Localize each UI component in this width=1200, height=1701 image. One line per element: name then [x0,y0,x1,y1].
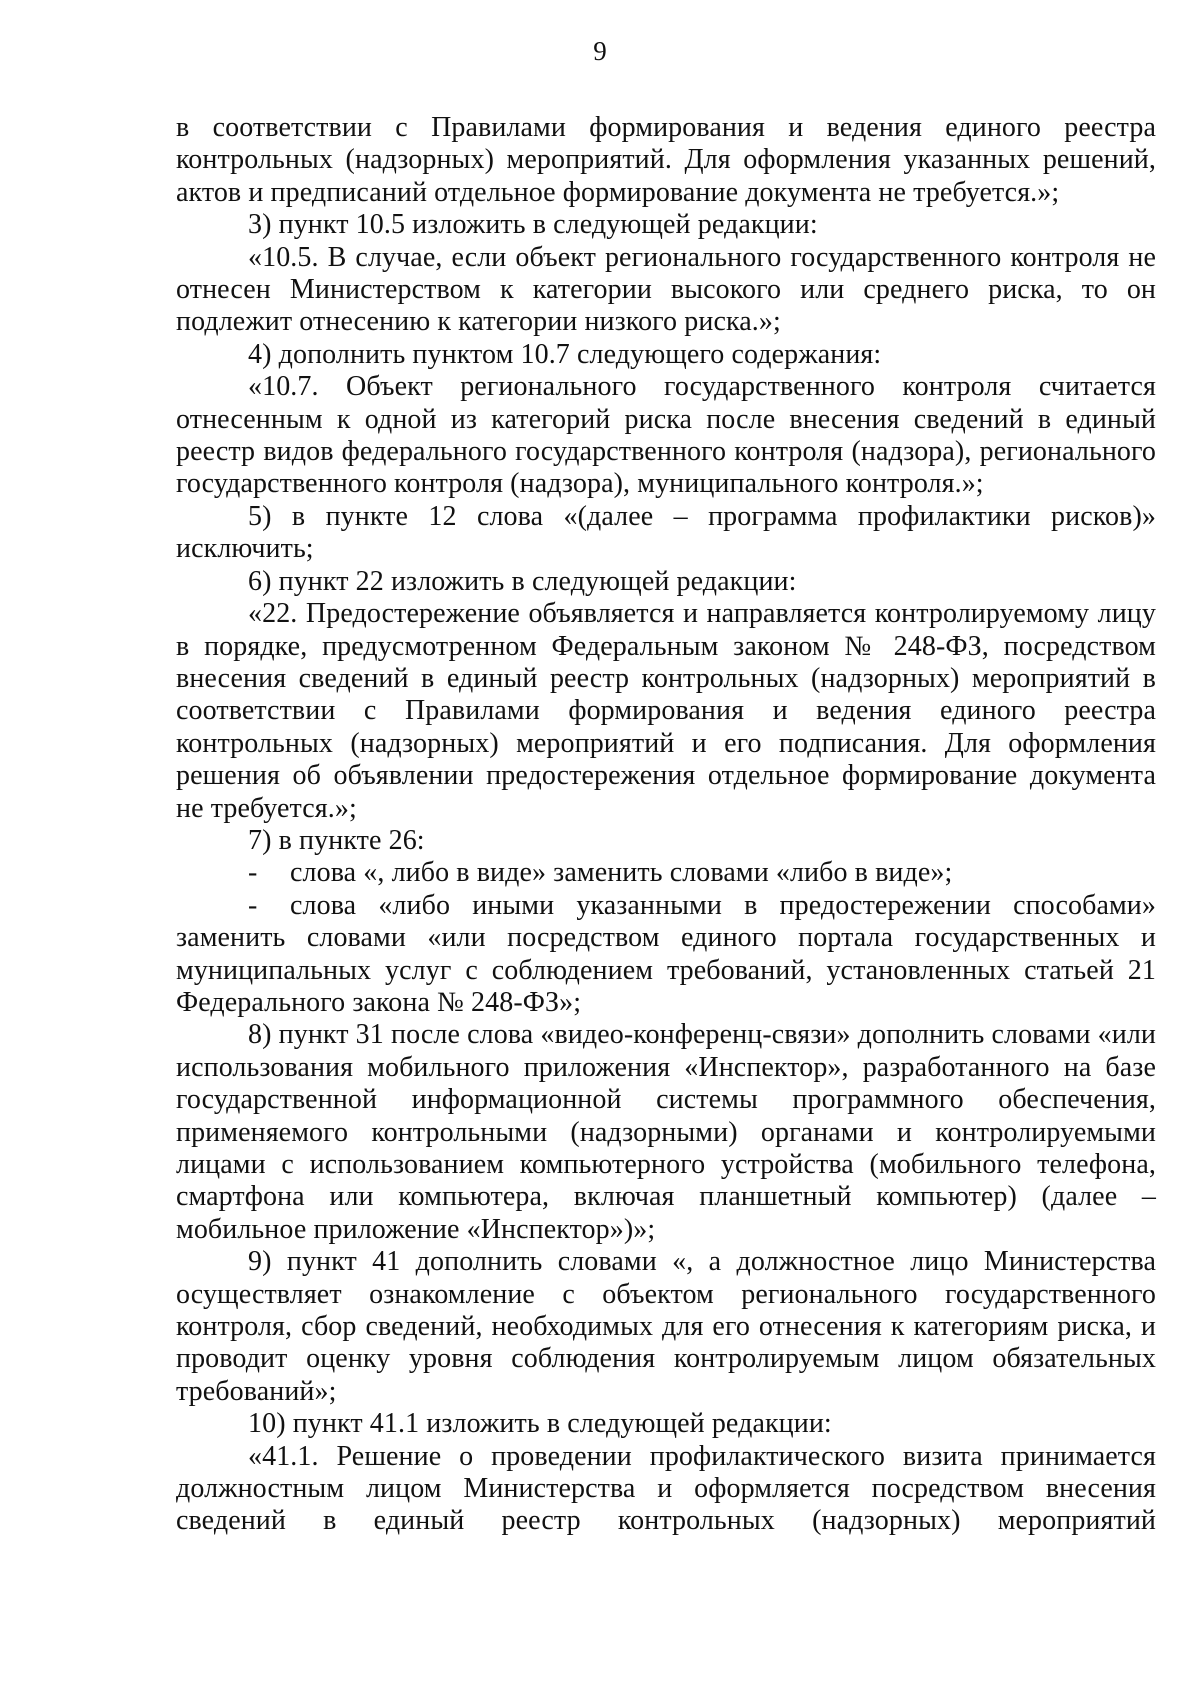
paragraph-item-3: 3) пункт 10.5 изложить в следующей редакции: [248,209,818,241]
paragraph-item-6: 6) пункт 22 изложить в следующей редакции: [248,565,797,597]
paragraph-dash-item-2 [176,890,1156,1020]
document-body [176,112,1156,1538]
paragraph-item-8: 8) пункт 31 после слова «видео-конференц-связи» дополнить словами «или использования мобильного приложения «Инспектор», разработанного на базе государственной информационной системы программного обеспечения, применяемого контрольными (надзорными) органами и контролируемыми лицами с использованием компьютерного устройства (мобильного телефона, смартфона или компьютера, включая планшетный компьютер) (далее – мобильное приложение «Инспектор»)»; [176,1019,1156,1245]
paragraph-quote-22: «22. Предостережение объявляется и направляется контролируемому лицу в порядке, предусмотренном Федеральным законом № 248-ФЗ, посредством внесения сведений в единый реестр контрольных (надзорных) мероприятий в соответствии с Правилами формирования и ведения единого реестра контрольных (надзорных) мероприятий и его подписания. Для оформления решения об объявлении предостережения отдельное формирование документа не требуется.»; [176,598,1156,824]
paragraph-dash-item-1 [176,857,1156,889]
dash-marker: - [248,889,258,921]
paragraph-item-4: 4) дополнить пунктом 10.7 следующего содержания: [248,338,882,370]
paragraph-quote-41-1: «41.1. Решение о проведении профилактического визита принимается должностным лицом Министерства и оформляется посредством внесения сведений в единый реестр контрольных (надзорных) мероприятий [176,1440,1156,1537]
paragraph-quote-10-5: «10.5. В случае, если объект регионального государственного контроля не отнесен Министерством к категории высокого или среднего риска, то он подлежит отнесению к категории низкого риска.»; [176,241,1156,338]
paragraph-item-5: 5) в пункте 12 слова «(далее – программа профилактики рисков)» исключить; [176,500,1156,565]
paragraph-continuation: в соответствии с Правилами формирования и ведения единого реестра контрольных (надзорных) мероприятий. Для оформления указанных решений, актов и предписаний отдельное формирование документа не требуется.»; [176,112,1156,208]
dash-item-text: слова «либо иными указанными в предостережении способами» заменить словами «или посредством единого портала государственных и муниципальных услуг с соблюдением требований, установленных статьей 21 Федерального закона № 248-ФЗ»; [176,889,1156,1018]
paragraph-quote-10-7: «10.7. Объект регионального государственного контроля считается отнесенным к одной из категорий риска после внесения сведений в единый реестр видов федерального государственного контроля (надзора), регионального государственного контроля (надзора), муниципального контроля.»; [176,371,1156,500]
dash-marker: - [248,857,258,889]
paragraph-item-10: 10) пункт 41.1 изложить в следующей редакции: [248,1408,832,1440]
page-number: 9 [593,36,607,66]
paragraph-item-7: 7) в пункте 26: [248,824,425,856]
paragraph-item-9: 9) пункт 41 дополнить словами «, а должностное лицо Министерства осуществляет ознакомление с объектом регионального государственного контроля, сбор сведений, необходимых для его отнесения к категориям риска, и проводит оценку уровня соблюдения контролируемым лицом обязательных требований»; [176,1246,1156,1407]
dash-item-text: слова «, либо в виде» заменить словами «либо в виде»; [290,857,953,889]
